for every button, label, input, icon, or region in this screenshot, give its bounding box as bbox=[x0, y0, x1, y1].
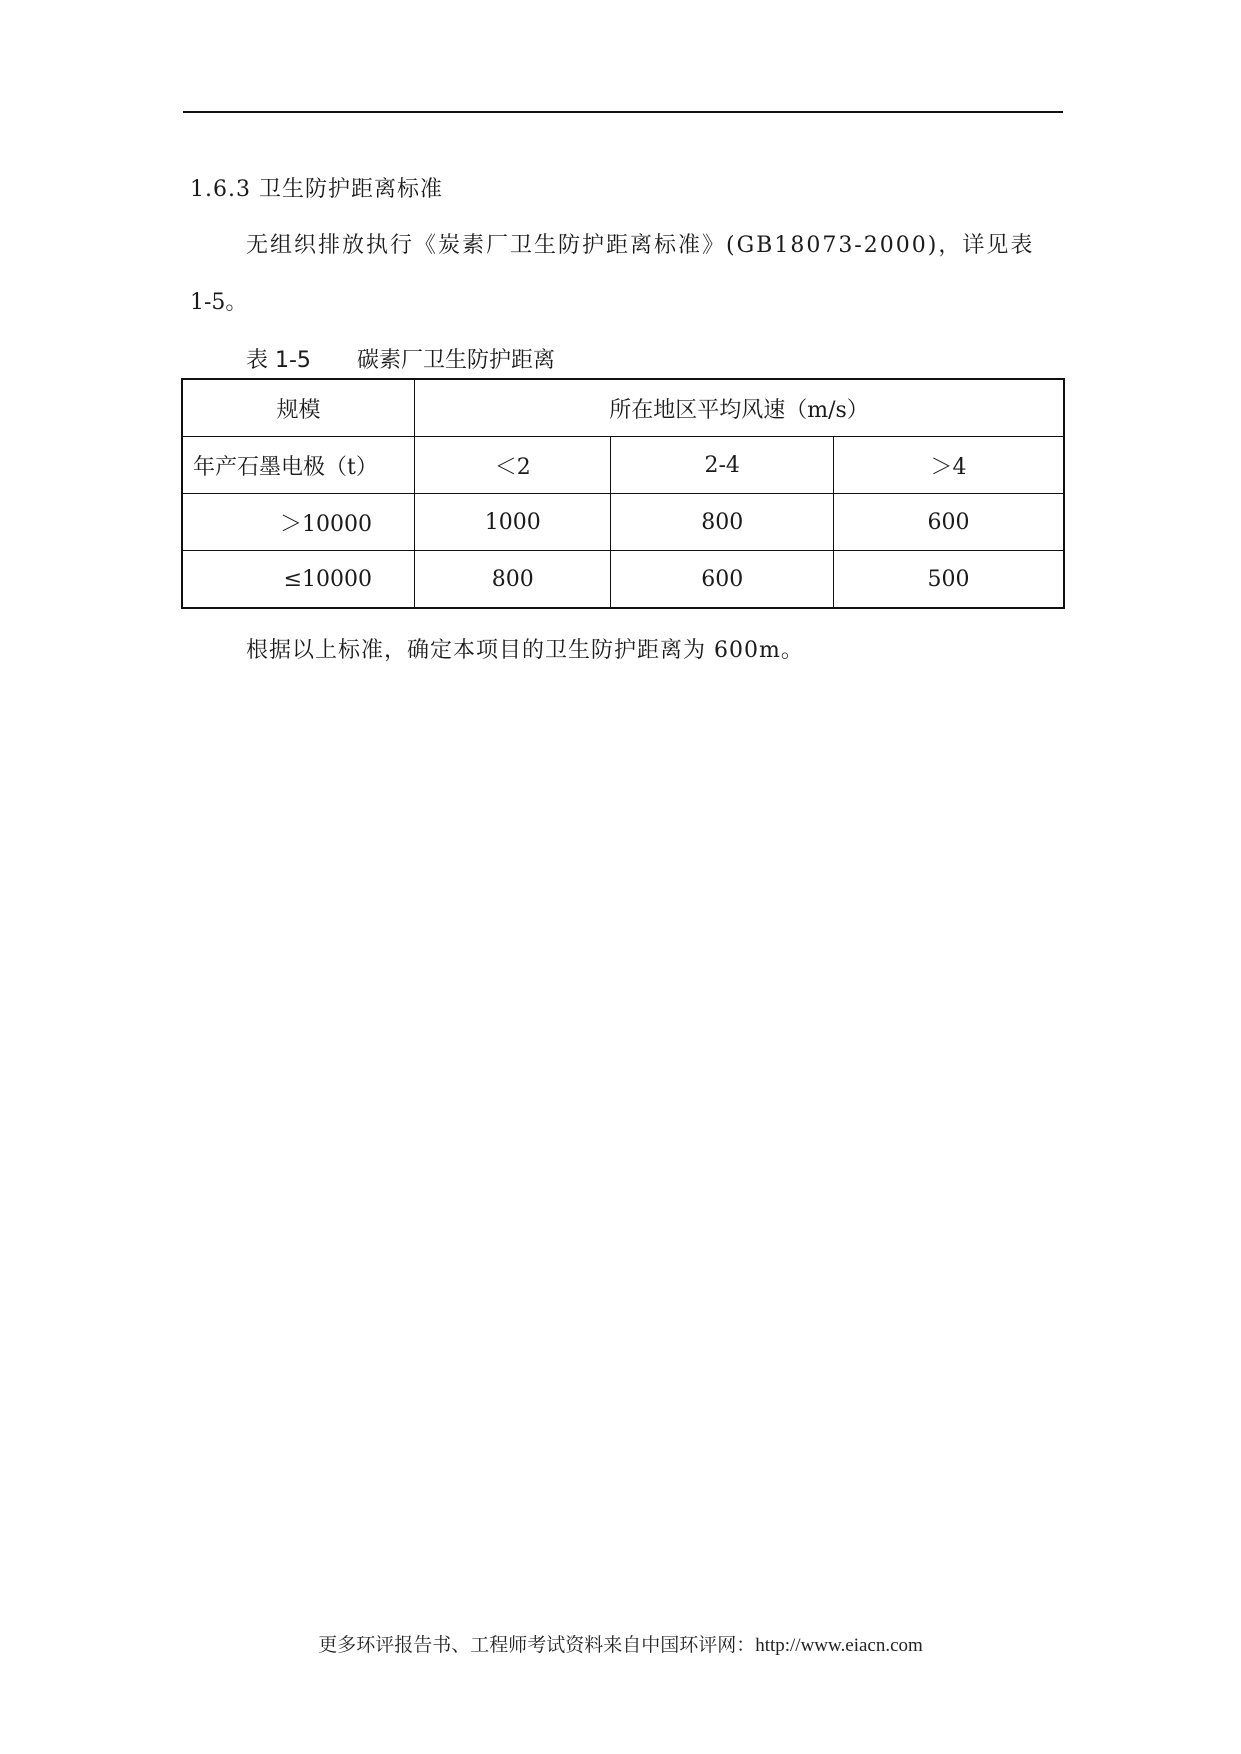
distance-cell: 600 bbox=[611, 551, 834, 609]
protection-distance-table bbox=[181, 378, 1065, 609]
table-row bbox=[182, 551, 1064, 609]
page-footer: 更多环评报告书、工程师考试资料来自中国环评网：http://www.eiacn.com bbox=[318, 1635, 923, 1656]
section-heading: 1.6.3 卫生防护距离标准 bbox=[190, 177, 443, 202]
paragraph-intro-line2: 1-5。 bbox=[190, 290, 248, 315]
distance-cell: 1000 bbox=[415, 494, 611, 551]
table-caption bbox=[246, 343, 555, 374]
table-caption-label: 表 1-5 bbox=[246, 348, 311, 373]
distance-cell: 800 bbox=[611, 494, 834, 551]
distance-cell: 500 bbox=[833, 551, 1064, 609]
table-row bbox=[182, 494, 1064, 551]
table-header-row bbox=[182, 379, 1064, 437]
header-scale-cell: 规模 bbox=[182, 379, 415, 437]
distance-cell: 600 bbox=[833, 494, 1064, 551]
row-scale-cell: ＞10000 bbox=[182, 494, 415, 551]
paragraph-conclusion: 根据以上标准，确定本项目的卫生防护距离为 600m。 bbox=[246, 638, 804, 663]
wind-column-header: 2-4 bbox=[611, 437, 834, 494]
wind-column-header: ＜2 bbox=[415, 437, 611, 494]
wind-column-header: ＞4 bbox=[833, 437, 1064, 494]
table-subheader-row bbox=[182, 437, 1064, 494]
row-scale-cell: ≤10000 bbox=[182, 551, 415, 609]
subheader-scale-cell: 年产石墨电极（t） bbox=[182, 437, 415, 494]
paragraph-intro-line1: 无组织排放执行《炭素厂卫生防护距离标准》(GB18073-2000)，详见表 bbox=[246, 233, 1035, 258]
header-wind-cell: 所在地区平均风速（m/s） bbox=[415, 379, 1064, 437]
distance-cell: 800 bbox=[415, 551, 611, 609]
table-caption-title: 碳素厂卫生防护距离 bbox=[356, 348, 555, 373]
header-rule bbox=[183, 111, 1063, 113]
